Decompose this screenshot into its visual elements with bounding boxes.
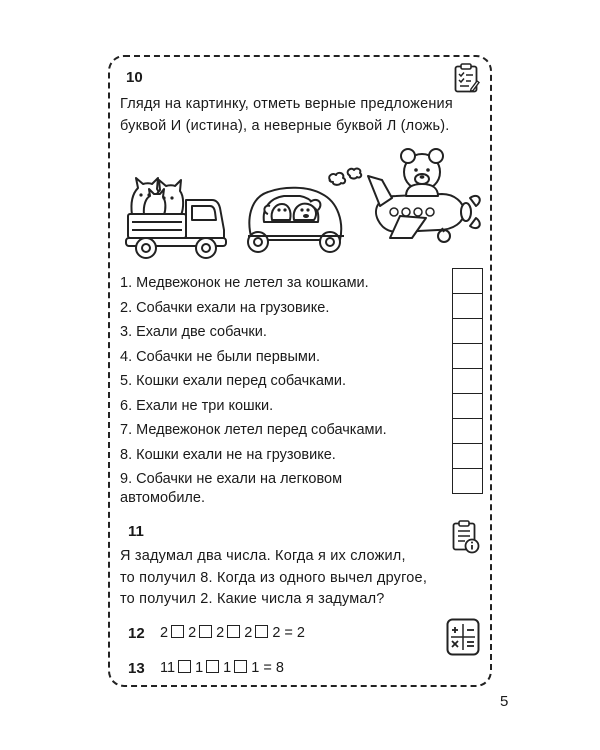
- task-11-line3: то получил 2. Какие числа я задумал?: [120, 591, 385, 607]
- answer-box-1[interactable]: [452, 268, 483, 294]
- task-13-equation: [160, 660, 284, 676]
- answer-box-4[interactable]: [452, 344, 483, 369]
- sign-box[interactable]: [234, 660, 247, 673]
- statement-9-continuation: автомобиле.: [120, 490, 205, 506]
- answer-boxes: [452, 268, 483, 494]
- answer-box-5[interactable]: [452, 369, 483, 394]
- page-number: 5: [500, 693, 509, 710]
- sign-box[interactable]: [199, 625, 212, 638]
- operand: 2: [272, 625, 281, 641]
- task-10-number: 10: [126, 69, 143, 86]
- result: = 8: [263, 660, 284, 676]
- clipboard-checklist-icon: [454, 63, 480, 93]
- sign-box[interactable]: [227, 625, 240, 638]
- sign-box[interactable]: [206, 660, 219, 673]
- task-10-instruction-line2: буквой И (истина), а неверные буквой Л (ложь).: [120, 118, 450, 134]
- clipboard-info-icon: [452, 520, 480, 554]
- statement-3: 3. Ехали две собачки.: [120, 324, 267, 340]
- task-12-number: 12: [128, 625, 145, 642]
- task-13-number: 13: [128, 660, 145, 677]
- operand: 1: [223, 660, 232, 676]
- task-11-number: 11: [128, 523, 144, 540]
- statement-6: 6. Ехали не три кошки.: [120, 398, 274, 414]
- task-10-instruction-line1: Глядя на картинку, отметь верные предложения: [120, 96, 453, 112]
- operand: 11: [160, 660, 176, 676]
- answer-box-2[interactable]: [452, 294, 483, 319]
- operand: 2: [188, 625, 197, 641]
- operand: 2: [216, 625, 225, 641]
- task-11-line1: Я задумал два числа. Когда я их сложил,: [120, 548, 406, 564]
- sign-box[interactable]: [171, 625, 184, 638]
- statement-7: 7. Медвежонок летел перед собачками.: [120, 422, 387, 438]
- answer-box-8[interactable]: [452, 444, 483, 469]
- statement-8: 8. Кошки ехали не на грузовике.: [120, 447, 336, 463]
- statement-4: 4. Собачки не были первыми.: [120, 349, 321, 365]
- operand: 1: [251, 660, 260, 676]
- sign-box[interactable]: [255, 625, 268, 638]
- statement-1: 1. Медвежонок не летел за кошками.: [120, 275, 369, 291]
- operand: 1: [195, 660, 204, 676]
- task-12-equation: [160, 625, 305, 641]
- result: = 2: [284, 625, 305, 641]
- statement-9: 9. Собачки не ехали на легковом: [120, 471, 343, 487]
- task-11-line2: то получил 8. Когда из одного вычел другое,: [120, 570, 428, 586]
- answer-box-3[interactable]: [452, 319, 483, 344]
- answer-box-7[interactable]: [452, 419, 483, 444]
- answer-box-6[interactable]: [452, 394, 483, 419]
- truck-with-cats-illustration: [124, 170, 232, 262]
- bear-in-airplane-illustration: [326, 146, 486, 246]
- calculator-icon: [446, 618, 480, 656]
- statement-5: 5. Кошки ехали перед собачками.: [120, 373, 347, 389]
- sign-box[interactable]: [178, 660, 191, 673]
- operand: 2: [160, 625, 169, 641]
- statement-2: 2. Собачки ехали на грузовике.: [120, 300, 330, 316]
- answer-box-9[interactable]: [452, 469, 483, 494]
- operand: 2: [244, 625, 253, 641]
